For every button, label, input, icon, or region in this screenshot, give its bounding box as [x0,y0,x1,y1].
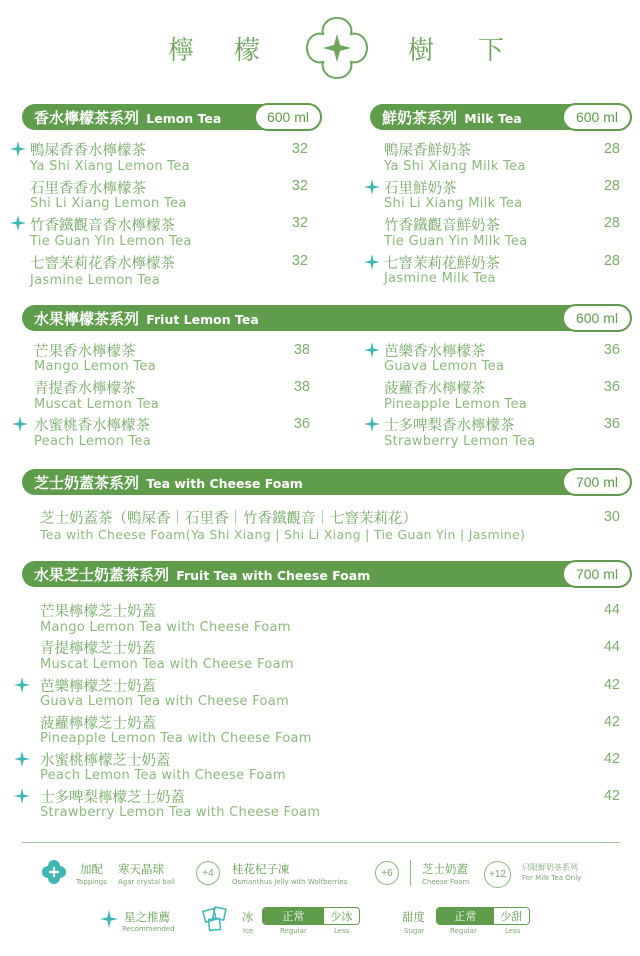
item-price: 38 [293,342,310,358]
ice-regular-en: Regular [280,927,307,935]
item-en: Shi Li Xiang Milk Tea [384,196,523,211]
title-char-2: 檬 [234,36,261,66]
item-zh: 芭樂檸檬芝士奶蓋 [40,679,156,695]
item-price: 28 [603,141,620,157]
item-price: 36 [293,416,310,432]
item-zh: 七窨茉莉花鮮奶茶 [384,256,500,272]
item-zh: 鴨屎香香水檸檬茶 [30,143,146,159]
item-zh: 芭樂香水檸檬茶 [384,344,486,360]
item-zh: 水蜜桃檸檬芝士奶蓋 [40,753,171,769]
section-title-zh: 水果檸檬茶系列 [34,309,140,328]
item-zh: 士多啤梨香水檸檬茶 [384,418,515,434]
item-en: Shi Li Xiang Lemon Tea [30,196,187,211]
item-price: 32 [291,215,308,231]
toppings-label: 加配 [80,862,103,876]
item-price: 36 [603,379,620,395]
item-en: Mango Lemon Tea [34,359,156,374]
section-title-en: Milk Tea [464,110,522,126]
ice-label-en: Ice [243,927,254,935]
topping-cheese-en: Cheese Foam [422,878,470,886]
item-price: 32 [291,178,308,194]
star-icon [364,179,380,195]
topping-agar: 寒天晶球 [118,862,164,876]
topping-osmanthus-price: +6 [375,861,399,885]
volume-badge: 600 ml [562,103,632,131]
item-en: Tea with Cheese Foam(Ya Shi Xiang | Shi Li Xiang | Tie Guan Yin | Jasmine) [40,527,526,542]
item-price: 42 [603,751,620,767]
item-zh: 竹香鐵觀音鮮奶茶 [384,218,500,234]
topping-agar-en: Agar crystal ball [118,878,175,886]
item-en: Peach Lemon Tea with Cheese Foam [40,768,286,783]
ice-label: 冰 [242,910,254,924]
section-title-zh: 芝士奶蓋茶系列 [34,473,140,492]
item-zh: 士多啤梨檸檬芝士奶蓋 [40,790,185,806]
star-icon [10,215,26,231]
plus-flower-icon [40,858,68,886]
item-price: 28 [603,178,620,194]
item-price: 36 [603,342,620,358]
milk-only-note: 只限鮮奶茶系列 [522,863,578,872]
item-zh: 芝士奶蓋茶（鴨屎香｜石里香｜竹香鐵觀音｜七窨茉莉花） [40,511,417,527]
item-en: Muscat Lemon Tea with Cheese Foam [40,657,294,672]
section-title-en: Tea with Cheese Foam [146,475,303,491]
item-en: Jasmine Lemon Tea [30,273,161,288]
topping-cheese: 芝士奶蓋 [422,862,468,876]
item-en: Pineapple Lemon Tea with Cheese Foam [40,731,312,746]
star-icon [12,416,28,432]
item-zh: 青提檸檬芝士奶蓋 [40,641,156,657]
item-price: 42 [603,677,620,693]
volume-badge: 600 ml [562,304,632,332]
star-icon [14,677,30,693]
item-en: Muscat Lemon Tea [34,397,160,412]
topping-osmanthus-en: Osmanthus Jelly with Wolfberries [232,878,348,886]
star-icon [364,416,380,432]
footer-separator [410,860,411,886]
item-zh: 石里香香水檸檬茶 [30,181,146,197]
ice-toggle [262,907,360,925]
item-zh: 菠蘿香水檸檬茶 [384,381,486,397]
item-en: Peach Lemon Tea [34,434,152,449]
item-price: 28 [603,215,620,231]
topping-osmanthus: 桂花杞子凍 [232,862,290,876]
sugar-label: 甜度 [402,910,425,924]
item-price: 32 [291,253,308,269]
ice-cubes-icon [200,904,230,934]
sugar-less-en: Less [505,927,521,935]
item-price: 36 [603,416,620,432]
item-price: 44 [603,602,620,618]
ice-regular: 正常 [263,908,324,924]
item-zh: 菠蘿檸檬芝士奶蓋 [40,716,156,732]
item-en: Ya Shi Xiang Milk Tea [384,159,526,174]
item-zh: 鴨屎香鮮奶茶 [384,143,471,159]
title-char-1: 檸 [168,36,195,66]
sugar-regular: 正常 [437,908,494,924]
star-icon [14,788,30,804]
title-char-4: 下 [478,36,505,66]
item-price: 28 [603,253,620,269]
section-title-zh: 鮮奶茶系列 [382,108,458,127]
sugar-regular-en: Regular [450,927,477,935]
item-en: Guava Lemon Tea [384,359,505,374]
star-icon [10,141,26,157]
star-icon [364,342,380,358]
section-title-zh: 香水檸檬茶系列 [34,108,140,127]
item-en: Ya Shi Xiang Lemon Tea [30,159,190,174]
four-point-star-icon [100,910,118,928]
item-price: 32 [291,141,308,157]
item-en: Jasmine Milk Tea [384,271,496,286]
item-en: Tie Guan Yin Lemon Tea [30,234,192,249]
item-en: Tie Guan Yin Milk Tea [384,234,528,249]
item-zh: 芒果檸檬芝士奶蓋 [40,604,156,620]
item-zh: 竹香鐵觀音香水檸檬茶 [30,218,175,234]
volume-badge: 700 ml [562,560,632,588]
item-price: 44 [603,639,620,655]
item-zh: 芒果香水檸檬茶 [34,344,136,360]
ice-less-en: Less [334,927,350,935]
item-en: Strawberry Lemon Tea with Cheese Foam [40,805,321,820]
sugar-less: 少甜 [494,908,529,924]
section-header-fruit [22,305,598,331]
item-price: 42 [603,788,620,804]
recommended-label: 星之推薦 [124,910,170,924]
star-icon [364,254,380,270]
topping-cheese-price: +12 [484,861,511,888]
section-title-en: Lemon Tea [146,110,222,126]
item-zh: 青提香水檸檬茶 [34,381,136,397]
star-icon [14,751,30,767]
volume-badge: 700 ml [562,468,632,496]
ice-less: 少冰 [324,908,359,924]
section-title-en: Fruit Tea with Cheese Foam [176,567,371,583]
volume-badge: 600 ml [254,103,322,131]
item-en: Guava Lemon Tea with Cheese Foam [40,694,290,709]
item-zh: 石里鮮奶茶 [384,181,457,197]
recommended-label-en: Recommended [122,925,175,933]
sugar-toggle [436,907,530,925]
flower-logo-icon [301,12,373,84]
toppings-label-en: Toppings [76,878,107,886]
footer-divider [22,842,620,843]
section-header-fruitcheese [22,561,598,587]
section-title-en: Friut Lemon Tea [146,311,259,327]
item-price: 30 [603,509,620,525]
item-price: 42 [603,714,620,730]
title-char-3: 樹 [408,36,435,66]
item-en: Mango Lemon Tea with Cheese Foam [40,620,291,635]
section-header-cheese [22,469,598,495]
section-title-zh: 水果芝士奶蓋茶系列 [34,565,170,584]
item-zh: 水蜜桃香水檸檬茶 [34,418,150,434]
sugar-label-en: Sugar [404,927,425,935]
topping-agar-price: +4 [196,861,220,885]
item-en: Pineapple Lemon Tea [384,397,528,412]
item-zh: 七窨茉莉花香水檸檬茶 [30,256,175,272]
milk-only-note-en: For Milk Tea Only [522,874,582,882]
item-en: Strawberry Lemon Tea [384,434,536,449]
item-price: 38 [293,379,310,395]
